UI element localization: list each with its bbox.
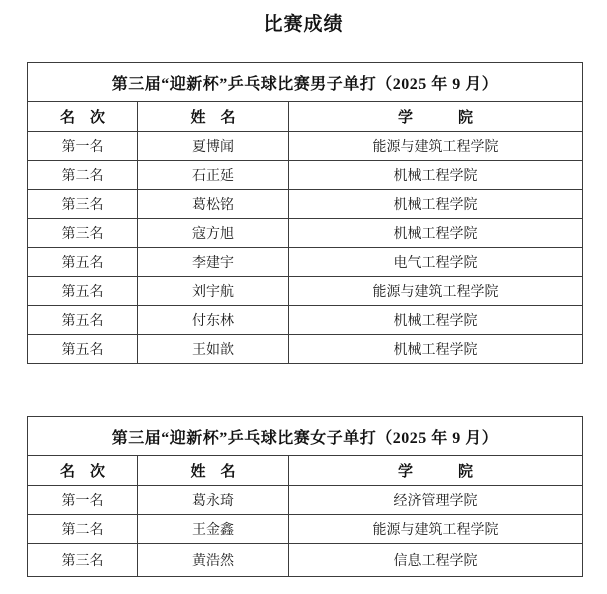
table-row: [28, 544, 583, 577]
college-cell: 机械工程学院: [289, 306, 583, 335]
mens-table-title: 第三届“迎新杯”乒乓球比赛男子单打（2025 年 9 月）: [28, 63, 583, 102]
college-header: 学 院: [289, 102, 583, 132]
rank-cell: 第五名: [28, 335, 138, 364]
college-cell: 电气工程学院: [289, 248, 583, 277]
name-cell: 王如歆: [138, 335, 289, 364]
college-cell: 机械工程学院: [289, 335, 583, 364]
document-page: [0, 9, 607, 594]
college-cell: 信息工程学院: [289, 544, 583, 577]
rank-cell: 第二名: [28, 515, 138, 544]
college-cell: 能源与建筑工程学院: [289, 515, 583, 544]
table-row: [28, 486, 583, 515]
name-cell: 石正延: [138, 161, 289, 190]
name-cell: 付东林: [138, 306, 289, 335]
rank-cell: 第二名: [28, 161, 138, 190]
table-title-row: [28, 63, 583, 102]
name-cell: 李建宇: [138, 248, 289, 277]
table-row: [28, 277, 583, 306]
table-row: [28, 219, 583, 248]
table-row: [28, 132, 583, 161]
table-row: [28, 335, 583, 364]
table-row: [28, 190, 583, 219]
table-title-row: [28, 417, 583, 456]
rank-cell: 第三名: [28, 219, 138, 248]
mens-singles-table: [27, 62, 583, 364]
rank-cell: 第五名: [28, 248, 138, 277]
name-header: 姓 名: [138, 102, 289, 132]
college-cell: 机械工程学院: [289, 161, 583, 190]
rank-cell: 第五名: [28, 306, 138, 335]
name-cell: 寇方旭: [138, 219, 289, 248]
name-cell: 刘宇航: [138, 277, 289, 306]
college-cell: 机械工程学院: [289, 190, 583, 219]
name-cell: 葛松铭: [138, 190, 289, 219]
rank-cell: 第三名: [28, 190, 138, 219]
name-cell: 黄浩然: [138, 544, 289, 577]
table-header-row: [28, 456, 583, 486]
name-cell: 夏博闻: [138, 132, 289, 161]
table-row: [28, 161, 583, 190]
college-cell: 能源与建筑工程学院: [289, 132, 583, 161]
table-row: [28, 306, 583, 335]
womens-singles-table: [27, 416, 583, 577]
name-header: 姓 名: [138, 456, 289, 486]
rank-cell: 第一名: [28, 132, 138, 161]
rank-cell: 第三名: [28, 544, 138, 577]
page-title: 比赛成绩: [263, 14, 344, 35]
rank-cell: 第五名: [28, 277, 138, 306]
college-cell: 经济管理学院: [289, 486, 583, 515]
college-header: 学 院: [289, 456, 583, 486]
name-cell: 王金鑫: [138, 515, 289, 544]
name-cell: 葛永琦: [138, 486, 289, 515]
college-cell: 机械工程学院: [289, 219, 583, 248]
womens-table-title: 第三届“迎新杯”乒乓球比赛女子单打（2025 年 9 月）: [28, 417, 583, 456]
table-row: [28, 248, 583, 277]
college-cell: 能源与建筑工程学院: [289, 277, 583, 306]
table-row: [28, 515, 583, 544]
rank-header: 名 次: [28, 102, 138, 132]
rank-header: 名 次: [28, 456, 138, 486]
rank-cell: 第一名: [28, 486, 138, 515]
table-header-row: [28, 102, 583, 132]
